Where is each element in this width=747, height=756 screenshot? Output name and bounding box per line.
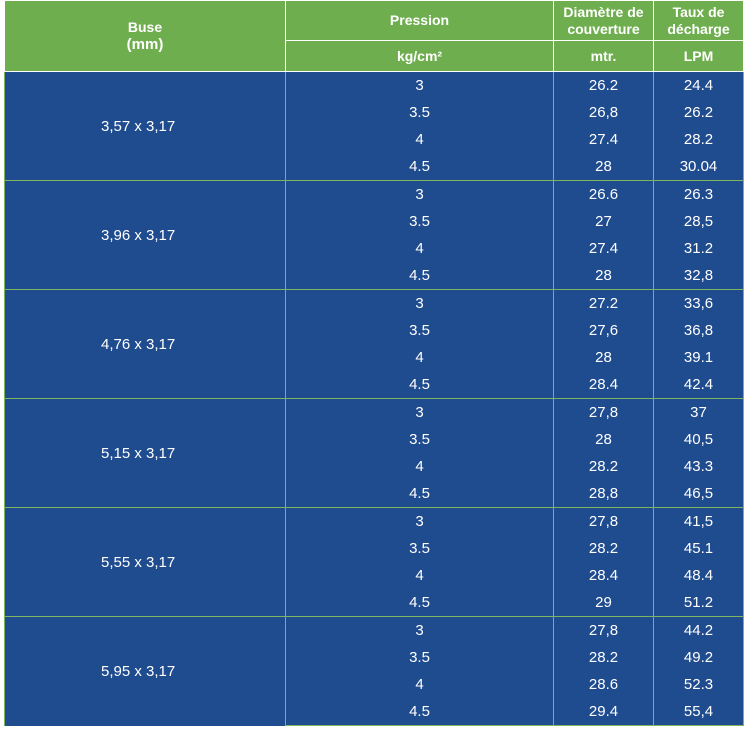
pression-cell: 3.5 bbox=[286, 208, 554, 235]
taux-cell: 24.4 bbox=[654, 72, 744, 100]
taux-cell: 28,5 bbox=[654, 208, 744, 235]
diametre-cell: 28.2 bbox=[554, 453, 654, 480]
taux-cell: 49.2 bbox=[654, 644, 744, 671]
pression-cell: 3.5 bbox=[286, 535, 554, 562]
header-diametre-line1: Diamètre de bbox=[563, 3, 644, 20]
taux-cell: 30.04 bbox=[654, 153, 744, 181]
diametre-cell: 28.4 bbox=[554, 371, 654, 399]
diametre-cell: 28 bbox=[554, 344, 654, 371]
buse-cell: 3,96 x 3,17 bbox=[5, 181, 286, 290]
nozzle-spec-table bbox=[4, 0, 744, 726]
diametre-cell: 28.2 bbox=[554, 535, 654, 562]
buse-cell: 3,57 x 3,17 bbox=[5, 72, 286, 181]
pression-cell: 4.5 bbox=[286, 589, 554, 617]
pression-cell: 3 bbox=[286, 617, 554, 645]
taux-cell: 33,6 bbox=[654, 290, 744, 318]
header-pression-unit: kg/cm² bbox=[286, 41, 554, 72]
taux-cell: 32,8 bbox=[654, 262, 744, 290]
header-diametre bbox=[554, 1, 654, 41]
pression-cell: 3.5 bbox=[286, 99, 554, 126]
taux-cell: 52.3 bbox=[654, 671, 744, 698]
pression-cell: 4 bbox=[286, 671, 554, 698]
diametre-cell: 27,8 bbox=[554, 508, 654, 536]
header-diametre-line2: couverture bbox=[567, 20, 640, 37]
diametre-cell: 28 bbox=[554, 262, 654, 290]
table-row bbox=[5, 290, 744, 318]
pression-cell: 4.5 bbox=[286, 153, 554, 181]
diametre-cell: 26.6 bbox=[554, 181, 654, 209]
taux-cell: 26.2 bbox=[654, 99, 744, 126]
table-row bbox=[5, 181, 744, 209]
taux-cell: 42.4 bbox=[654, 371, 744, 399]
diametre-cell: 27,8 bbox=[554, 399, 654, 427]
taux-cell: 48.4 bbox=[654, 562, 744, 589]
diametre-cell: 28 bbox=[554, 153, 654, 181]
header-taux-line2: décharge bbox=[667, 20, 730, 37]
pression-cell: 3 bbox=[286, 399, 554, 427]
diametre-cell: 27,6 bbox=[554, 317, 654, 344]
pression-cell: 4.5 bbox=[286, 262, 554, 290]
pression-cell: 4.5 bbox=[286, 698, 554, 726]
header-pression: Pression bbox=[286, 1, 554, 41]
pression-cell: 4.5 bbox=[286, 480, 554, 508]
table-row bbox=[5, 508, 744, 536]
taux-cell: 41,5 bbox=[654, 508, 744, 536]
pression-cell: 4 bbox=[286, 126, 554, 153]
table-row bbox=[5, 399, 744, 427]
diametre-cell: 28.2 bbox=[554, 644, 654, 671]
taux-cell: 28.2 bbox=[654, 126, 744, 153]
buse-cell: 5,15 x 3,17 bbox=[5, 399, 286, 508]
header-buse-label: Buse bbox=[127, 19, 163, 35]
pression-cell: 3 bbox=[286, 508, 554, 536]
diametre-cell: 27.4 bbox=[554, 235, 654, 262]
header-diametre-unit: mtr. bbox=[554, 41, 654, 72]
header-buse-unit: (mm) bbox=[126, 36, 164, 53]
taux-cell: 36,8 bbox=[654, 317, 744, 344]
diametre-cell: 26,8 bbox=[554, 99, 654, 126]
diametre-cell: 27 bbox=[554, 208, 654, 235]
table-row bbox=[5, 617, 744, 645]
taux-cell: 46,5 bbox=[654, 480, 744, 508]
taux-cell: 55,4 bbox=[654, 698, 744, 726]
taux-cell: 51.2 bbox=[654, 589, 744, 617]
taux-cell: 37 bbox=[654, 399, 744, 427]
taux-cell: 31.2 bbox=[654, 235, 744, 262]
pression-cell: 3 bbox=[286, 72, 554, 100]
header-buse bbox=[5, 1, 286, 72]
taux-cell: 45.1 bbox=[654, 535, 744, 562]
pression-cell: 4 bbox=[286, 562, 554, 589]
pression-cell: 4 bbox=[286, 344, 554, 371]
diametre-cell: 28,8 bbox=[554, 480, 654, 508]
pression-cell: 3.5 bbox=[286, 426, 554, 453]
header-taux-line1: Taux de bbox=[672, 3, 725, 20]
pression-cell: 4.5 bbox=[286, 371, 554, 399]
diametre-cell: 26.2 bbox=[554, 72, 654, 100]
diametre-cell: 28.4 bbox=[554, 562, 654, 589]
diametre-cell: 27.2 bbox=[554, 290, 654, 318]
taux-cell: 26.3 bbox=[654, 181, 744, 209]
taux-cell: 44.2 bbox=[654, 617, 744, 645]
header-taux bbox=[654, 1, 744, 41]
taux-cell: 43.3 bbox=[654, 453, 744, 480]
table-body bbox=[5, 72, 744, 726]
buse-cell: 5,55 x 3,17 bbox=[5, 508, 286, 617]
diametre-cell: 27,8 bbox=[554, 617, 654, 645]
buse-cell: 5,95 x 3,17 bbox=[5, 617, 286, 726]
header-taux-unit: LPM bbox=[654, 41, 744, 72]
buse-cell: 4,76 x 3,17 bbox=[5, 290, 286, 399]
taux-cell: 40,5 bbox=[654, 426, 744, 453]
diametre-cell: 29.4 bbox=[554, 698, 654, 726]
table-row bbox=[5, 72, 744, 100]
taux-cell: 39.1 bbox=[654, 344, 744, 371]
diametre-cell: 28 bbox=[554, 426, 654, 453]
pression-cell: 3.5 bbox=[286, 317, 554, 344]
pression-cell: 3 bbox=[286, 181, 554, 209]
diametre-cell: 27.4 bbox=[554, 126, 654, 153]
diametre-cell: 29 bbox=[554, 589, 654, 617]
diametre-cell: 28.6 bbox=[554, 671, 654, 698]
pression-cell: 3 bbox=[286, 290, 554, 318]
pression-cell: 4 bbox=[286, 235, 554, 262]
pression-cell: 4 bbox=[286, 453, 554, 480]
pression-cell: 3.5 bbox=[286, 644, 554, 671]
